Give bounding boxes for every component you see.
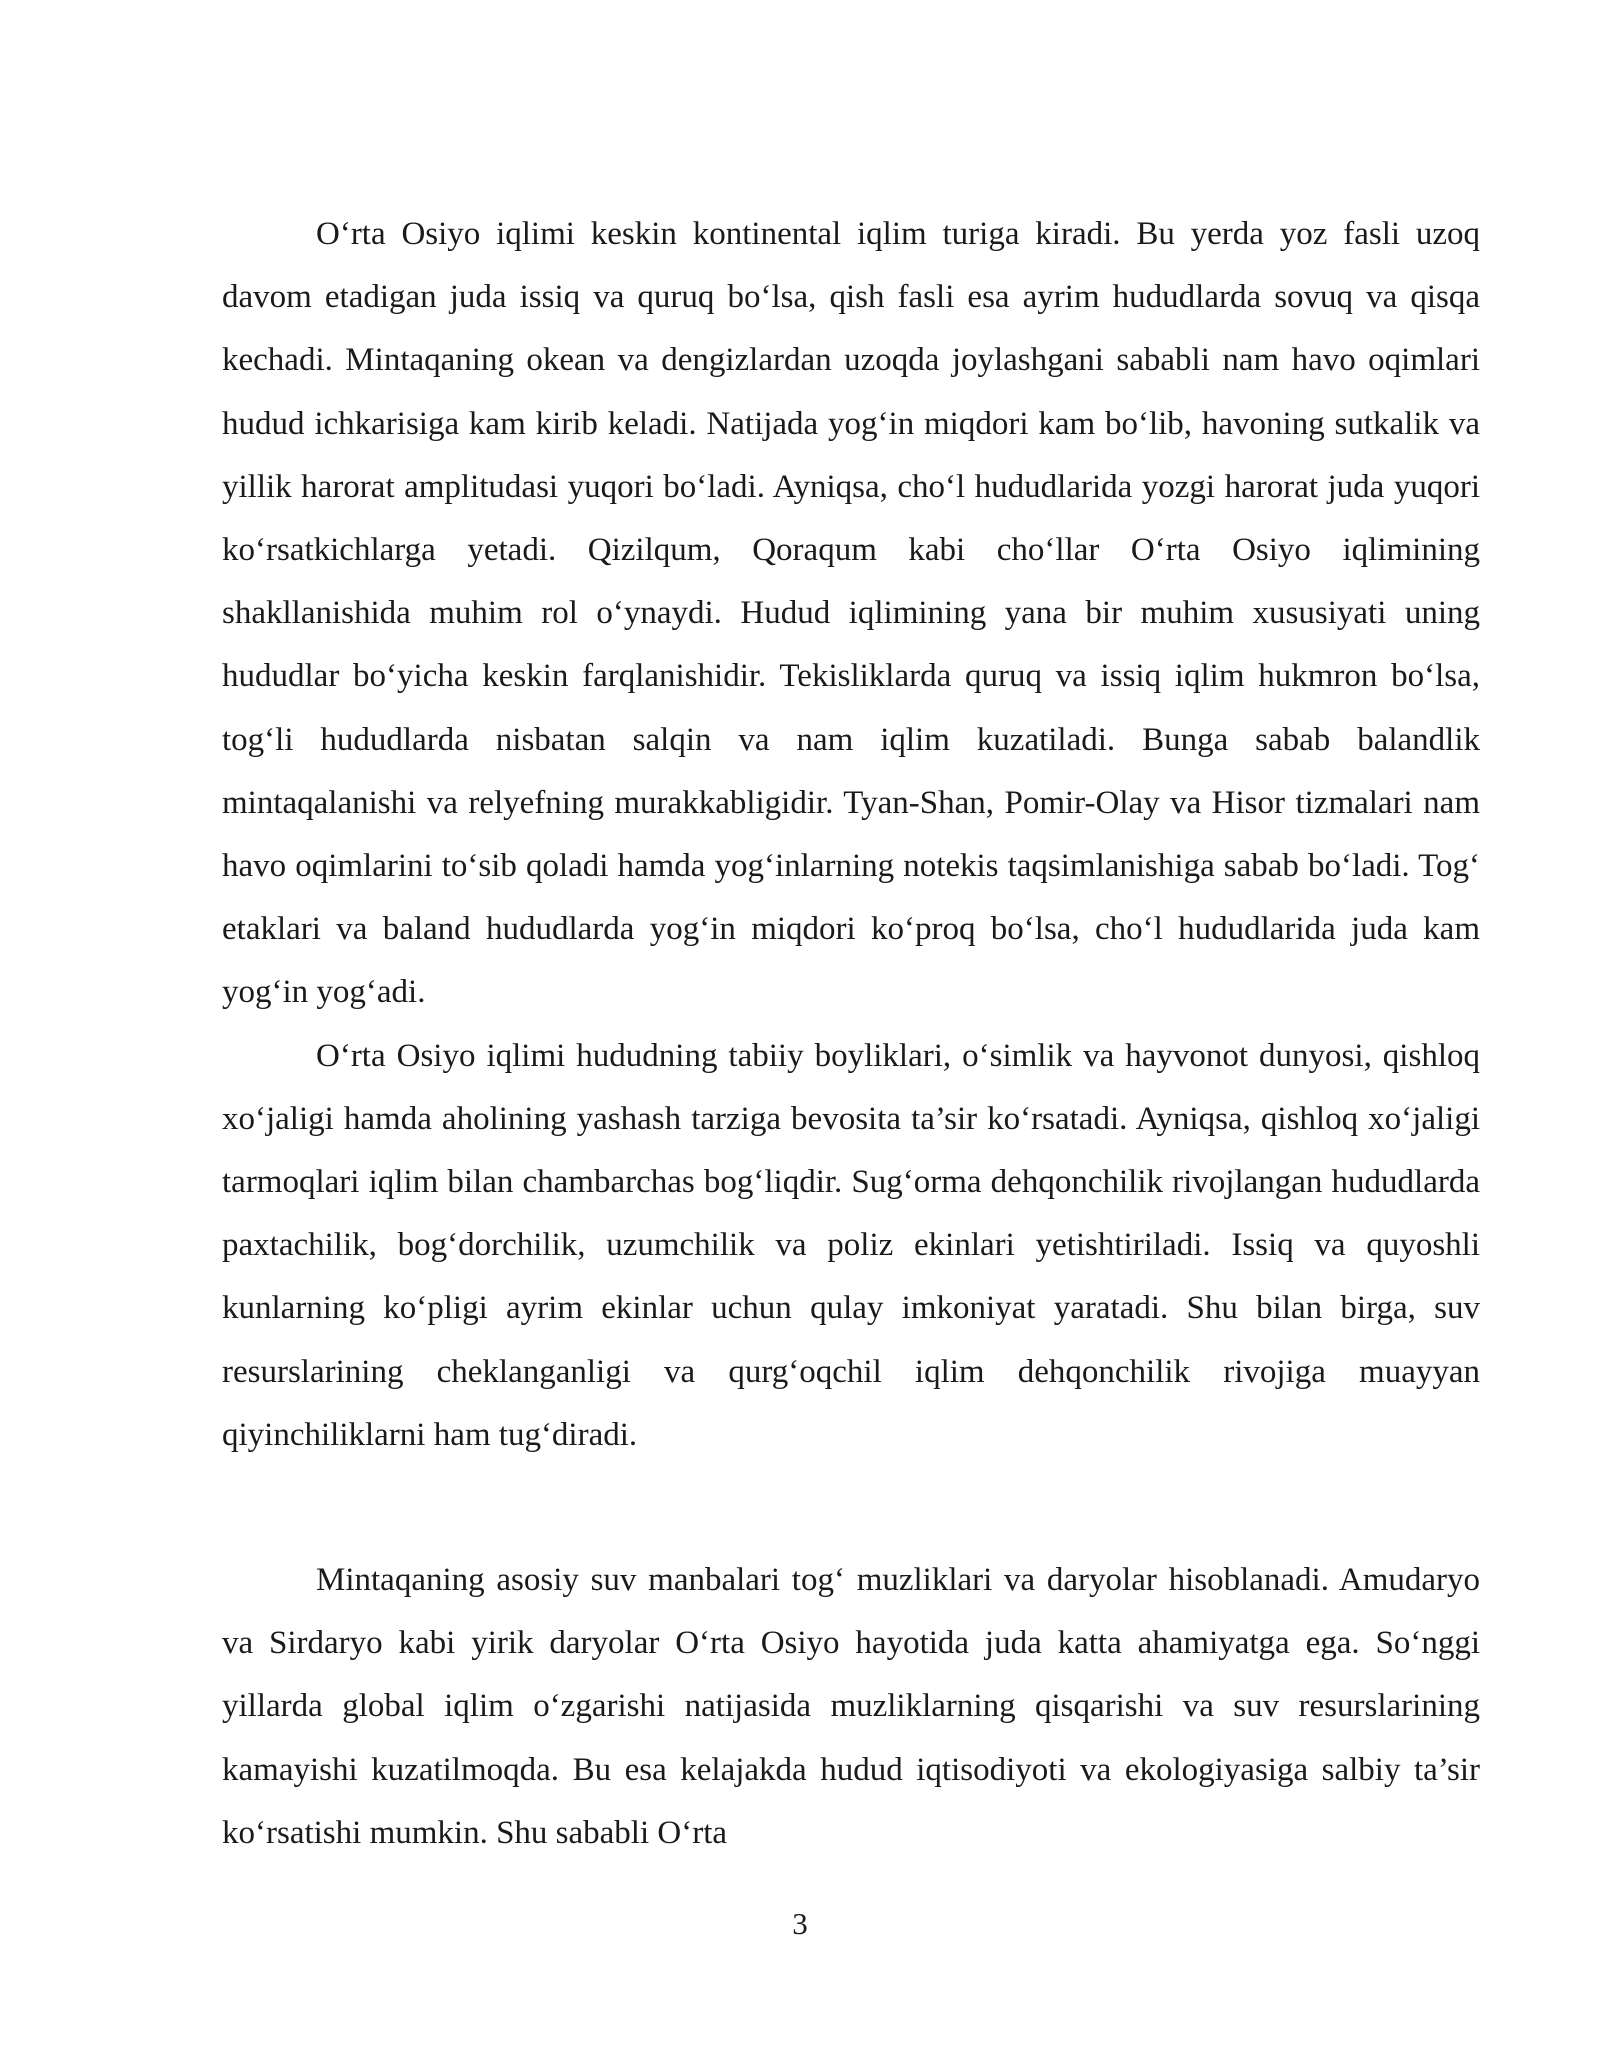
body-text-bottom xyxy=(222,1549,1480,1865)
body-text-top xyxy=(222,203,1480,1467)
paragraph-3: Mintaqaning asosiy suv manbalari tog‘ muzliklari va daryolar hisoblanadi. Amudaryo va Sirdaryo kabi yirik daryolar O‘rta Osiyo hayotida juda katta ahamiyatga ega. So‘nggi yillarda global iqlim o‘zgarishi natijasida muzliklarning qisqarishi va suv resurslarining kamayishi kuzatilmoqda. Bu esa kelajakda hudud iqtisodiyoti va ekologiyasiga salbiy ta’sir ko‘rsatishi mumkin. Shu sababli O‘rta xyxy=(222,1562,1480,1851)
paragraph-1: O‘rta Osiyo iqlimi keskin kontinental iqlim turiga kiradi. Bu yerda yoz fasli uzoq davom etadigan juda issiq va quruq bo‘lsa, qish fasli esa ayrim hududlarda sovuq va qisqa kechadi. Mintaqaning okean va dengizlardan uzoqda joylashgani sababli nam havo oqimlari hudud ichkarisiga kam kirib keladi. Natijada yog‘in miqdori kam bo‘lib, havoning sutkalik va yillik harorat amplitudasi yuqori bo‘ladi. Ayniqsa, cho‘l hududlarida yozgi harorat juda yuqori ko‘rsatkichlarga yetadi. Qizilqum, Qoraqum kabi cho‘llar O‘rta Osiyo iqlimining shakllanishida muhim rol o‘ynaydi. Hudud iqlimining yana bir muhim xususiyati uning hududlar bo‘yicha keskin farqlanishidir. Tekisliklarda quruq va issiq iqlim hukmron bo‘lsa, tog‘li hududlarda nisbatan salqin va nam iqlim kuzatiladi. Bunga sabab balandlik mintaqalanishi va relyefning murakkabligidir. Tyan-Shan, Pomir-Olay va Hisor tizmalari nam havo oqimlarini to‘sib qoladi hamda yog‘inlarning notekis taqsimlanishiga sabab bo‘ladi. Tog‘ etaklari va baland hududlarda yog‘in miqdori ko‘proq bo‘lsa, cho‘l hududlarida juda kam yog‘in yog‘adi. xyxy=(222,216,1480,1011)
paragraph-2: O‘rta Osiyo iqlimi hududning tabiiy boyliklari, o‘simlik va hayvonot dunyosi, qishloq xo‘jaligi hamda aholining yashash tarziga bevosita ta’sir ko‘rsatadi. Ayniqsa, qishloq xo‘jaligi tarmoqlari iqlim bilan chambarchas bog‘liqdir. Sug‘orma dehqonchilik rivojlangan hududlarda paxtachilik, bog‘dorchilik, uzumchilik va poliz ekinlari yetishtiriladi. Issiq va quyoshli kunlarning ko‘pligi ayrim ekinlar uchun qulay imkoniyat yaratadi. Shu bilan birga, suv resurslarining cheklanganligi va qurg‘oqchil iqlim dehqonchilik rivojiga muayyan qiyinchiliklarni ham tug‘diradi. xyxy=(222,1037,1480,1453)
page-number: 3 xyxy=(792,1906,808,1941)
